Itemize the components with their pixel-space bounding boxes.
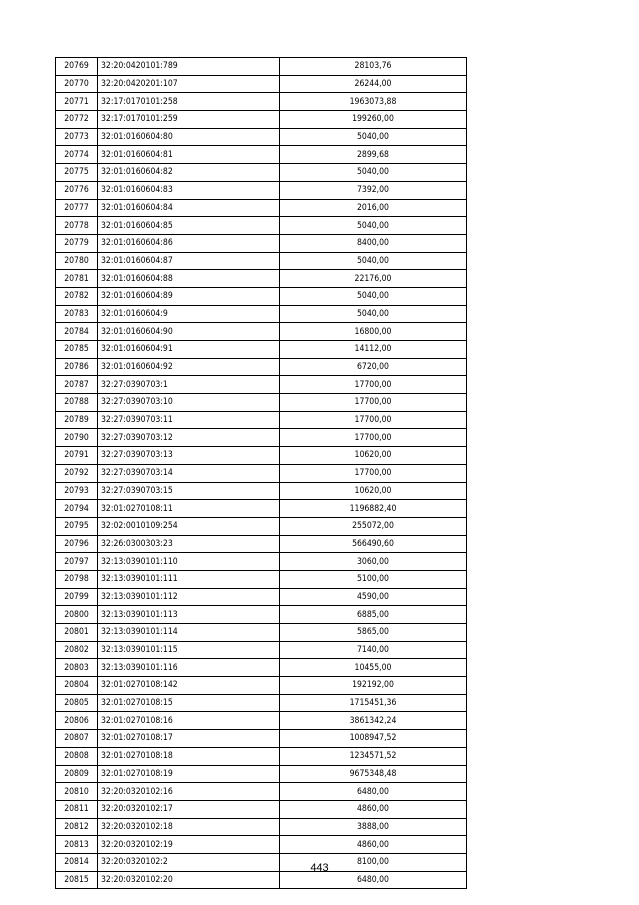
row-id-cell: 20788 (56, 394, 98, 412)
cadastral-number-cell: 32:27:0390703:1 (98, 376, 280, 394)
row-id-cell: 20800 (56, 606, 98, 624)
cadastral-number-cell: 32:17:0170101:258 (98, 93, 280, 111)
row-id-cell: 20778 (56, 217, 98, 235)
row-id-cell: 20770 (56, 75, 98, 93)
value-cell: 6885,00 (280, 606, 467, 624)
row-id-cell: 20798 (56, 570, 98, 588)
row-id-cell: 20781 (56, 270, 98, 288)
value-cell: 17700,00 (280, 429, 467, 447)
row-id-cell: 20771 (56, 93, 98, 111)
value-cell: 5040,00 (280, 128, 467, 146)
cadastral-number-cell: 32:01:0270108:16 (98, 712, 280, 730)
value-cell: 255072,00 (280, 517, 467, 535)
row-id-cell: 20773 (56, 128, 98, 146)
value-cell: 1196882,40 (280, 500, 467, 518)
table-row (56, 712, 467, 730)
cadastral-number-cell: 32:01:0270108:15 (98, 694, 280, 712)
table-row (56, 606, 467, 624)
table-row (56, 341, 467, 359)
table-row (56, 58, 467, 76)
cadastral-number-cell: 32:01:0270108:17 (98, 730, 280, 748)
table-row (56, 323, 467, 341)
row-id-cell: 20769 (56, 58, 98, 76)
page-number: 443 (310, 862, 329, 874)
cadastral-number-cell: 32:01:0160604:92 (98, 358, 280, 376)
value-cell: 8400,00 (280, 234, 467, 252)
value-cell: 5040,00 (280, 217, 467, 235)
row-id-cell: 20791 (56, 447, 98, 465)
value-cell: 22176,00 (280, 270, 467, 288)
cadastral-number-cell: 32:20:0320102:18 (98, 818, 280, 836)
table-row (56, 570, 467, 588)
row-id-cell: 20782 (56, 287, 98, 305)
cadastral-number-cell: 32:27:0390703:15 (98, 482, 280, 500)
value-cell: 1963073,88 (280, 93, 467, 111)
row-id-cell: 20804 (56, 677, 98, 695)
cadastral-number-cell: 32:01:0160604:9 (98, 305, 280, 323)
cadastral-number-cell: 32:01:0270108:11 (98, 500, 280, 518)
table-body (56, 58, 467, 889)
value-cell: 17700,00 (280, 464, 467, 482)
cadastral-number-cell: 32:13:0390101:112 (98, 588, 280, 606)
table-row (56, 659, 467, 677)
value-cell: 5040,00 (280, 164, 467, 182)
cadastral-number-cell: 32:02:0010109:254 (98, 517, 280, 535)
cadastral-number-cell: 32:01:0160604:82 (98, 164, 280, 182)
row-id-cell: 20797 (56, 553, 98, 571)
cadastral-value-table (55, 57, 467, 889)
table-row (56, 270, 467, 288)
cadastral-number-cell: 32:13:0390101:114 (98, 624, 280, 642)
cadastral-number-cell: 32:13:0390101:113 (98, 606, 280, 624)
row-id-cell: 20810 (56, 783, 98, 801)
row-id-cell: 20792 (56, 464, 98, 482)
table-row (56, 146, 467, 164)
table-row (56, 783, 467, 801)
value-cell: 192192,00 (280, 677, 467, 695)
table-row (56, 358, 467, 376)
value-cell: 14112,00 (280, 341, 467, 359)
table-row (56, 429, 467, 447)
table-row (56, 252, 467, 270)
cadastral-number-cell: 32:26:0300303:23 (98, 535, 280, 553)
cadastral-number-cell: 32:20:0320102:17 (98, 800, 280, 818)
table-row (56, 694, 467, 712)
value-cell: 566490,60 (280, 535, 467, 553)
value-cell: 8100,00 (280, 853, 467, 871)
row-id-cell: 20789 (56, 411, 98, 429)
row-id-cell: 20783 (56, 305, 98, 323)
row-id-cell: 20811 (56, 800, 98, 818)
row-id-cell: 20772 (56, 111, 98, 129)
cadastral-number-cell: 32:01:0160604:85 (98, 217, 280, 235)
cadastral-number-cell: 32:01:0160604:81 (98, 146, 280, 164)
table-row (56, 111, 467, 129)
row-id-cell: 20806 (56, 712, 98, 730)
row-id-cell: 20808 (56, 747, 98, 765)
row-id-cell: 20794 (56, 500, 98, 518)
value-cell: 6480,00 (280, 783, 467, 801)
row-id-cell: 20776 (56, 181, 98, 199)
row-id-cell: 20805 (56, 694, 98, 712)
value-cell: 10620,00 (280, 482, 467, 500)
cadastral-number-cell: 32:13:0390101:115 (98, 641, 280, 659)
cadastral-number-cell: 32:01:0160604:90 (98, 323, 280, 341)
row-id-cell: 20787 (56, 376, 98, 394)
table-row (56, 164, 467, 182)
value-cell: 5040,00 (280, 287, 467, 305)
row-id-cell: 20779 (56, 234, 98, 252)
table-row (56, 128, 467, 146)
row-id-cell: 20799 (56, 588, 98, 606)
value-cell: 9675348,48 (280, 765, 467, 783)
cadastral-number-cell: 32:20:0320102:20 (98, 871, 280, 889)
value-cell: 3861342,24 (280, 712, 467, 730)
row-id-cell: 20815 (56, 871, 98, 889)
cadastral-number-cell: 32:20:0320102:19 (98, 836, 280, 854)
table-row (56, 535, 467, 553)
value-cell: 5040,00 (280, 305, 467, 323)
cadastral-number-cell: 32:20:0420101:789 (98, 58, 280, 76)
row-id-cell: 20775 (56, 164, 98, 182)
value-cell: 7140,00 (280, 641, 467, 659)
value-cell: 17700,00 (280, 394, 467, 412)
value-cell: 16800,00 (280, 323, 467, 341)
cadastral-number-cell: 32:01:0160604:86 (98, 234, 280, 252)
cadastral-number-cell: 32:17:0170101:259 (98, 111, 280, 129)
cadastral-number-cell: 32:27:0390703:10 (98, 394, 280, 412)
cadastral-number-cell: 32:27:0390703:11 (98, 411, 280, 429)
value-cell: 2016,00 (280, 199, 467, 217)
cadastral-number-cell: 32:27:0390703:14 (98, 464, 280, 482)
table-row (56, 836, 467, 854)
cadastral-number-cell: 32:01:0160604:84 (98, 199, 280, 217)
value-cell: 4860,00 (280, 800, 467, 818)
value-cell: 28103,76 (280, 58, 467, 76)
row-id-cell: 20795 (56, 517, 98, 535)
table-row (56, 75, 467, 93)
value-cell: 7392,00 (280, 181, 467, 199)
table-row (56, 234, 467, 252)
cadastral-number-cell: 32:01:0270108:18 (98, 747, 280, 765)
row-id-cell: 20796 (56, 535, 98, 553)
row-id-cell: 20813 (56, 836, 98, 854)
value-cell: 10455,00 (280, 659, 467, 677)
value-cell: 4860,00 (280, 836, 467, 854)
value-cell: 17700,00 (280, 411, 467, 429)
cadastral-number-cell: 32:01:0160604:91 (98, 341, 280, 359)
value-cell: 5100,00 (280, 570, 467, 588)
row-id-cell: 20786 (56, 358, 98, 376)
table-row (56, 482, 467, 500)
table-row (56, 677, 467, 695)
row-id-cell: 20809 (56, 765, 98, 783)
table-row (56, 641, 467, 659)
value-cell: 2899,68 (280, 146, 467, 164)
row-id-cell: 20790 (56, 429, 98, 447)
cadastral-number-cell: 32:13:0390101:110 (98, 553, 280, 571)
row-id-cell: 20801 (56, 624, 98, 642)
row-id-cell: 20793 (56, 482, 98, 500)
value-cell: 3060,00 (280, 553, 467, 571)
table-row (56, 730, 467, 748)
cadastral-number-cell: 32:13:0390101:111 (98, 570, 280, 588)
cadastral-number-cell: 32:01:0160604:87 (98, 252, 280, 270)
cadastral-number-cell: 32:20:0320102:16 (98, 783, 280, 801)
cadastral-number-cell: 32:01:0160604:80 (98, 128, 280, 146)
table-row (56, 553, 467, 571)
cadastral-number-cell: 32:01:0160604:88 (98, 270, 280, 288)
table-row (56, 517, 467, 535)
row-id-cell: 20784 (56, 323, 98, 341)
table-row (56, 411, 467, 429)
value-cell: 5865,00 (280, 624, 467, 642)
cadastral-number-cell: 32:20:0420201:107 (98, 75, 280, 93)
table-row (56, 181, 467, 199)
row-id-cell: 20785 (56, 341, 98, 359)
table-row (56, 500, 467, 518)
value-cell: 1234571,52 (280, 747, 467, 765)
value-cell: 1008947,52 (280, 730, 467, 748)
table-row (56, 624, 467, 642)
row-id-cell: 20803 (56, 659, 98, 677)
table-row (56, 464, 467, 482)
value-cell: 3888,00 (280, 818, 467, 836)
value-cell: 10620,00 (280, 447, 467, 465)
cadastral-number-cell: 32:20:0320102:2 (98, 853, 280, 871)
value-cell: 4590,00 (280, 588, 467, 606)
table-row (56, 818, 467, 836)
table-row (56, 394, 467, 412)
row-id-cell: 20777 (56, 199, 98, 217)
table-row (56, 447, 467, 465)
row-id-cell: 20780 (56, 252, 98, 270)
cadastral-number-cell: 32:27:0390703:12 (98, 429, 280, 447)
table-row (56, 287, 467, 305)
table-row (56, 305, 467, 323)
table-row (56, 800, 467, 818)
row-id-cell: 20812 (56, 818, 98, 836)
table-row (56, 217, 467, 235)
cadastral-number-cell: 32:27:0390703:13 (98, 447, 280, 465)
value-cell: 199260,00 (280, 111, 467, 129)
row-id-cell: 20814 (56, 853, 98, 871)
table-row (56, 199, 467, 217)
value-cell: 26244,00 (280, 75, 467, 93)
row-id-cell: 20807 (56, 730, 98, 748)
cadastral-number-cell: 32:01:0270108:142 (98, 677, 280, 695)
cadastral-number-cell: 32:01:0270108:19 (98, 765, 280, 783)
value-cell: 1715451,36 (280, 694, 467, 712)
table-row (56, 765, 467, 783)
table-row (56, 376, 467, 394)
table-row (56, 93, 467, 111)
value-cell: 5040,00 (280, 252, 467, 270)
cadastral-number-cell: 32:01:0160604:89 (98, 287, 280, 305)
row-id-cell: 20774 (56, 146, 98, 164)
cadastral-number-cell: 32:13:0390101:116 (98, 659, 280, 677)
table-row (56, 747, 467, 765)
row-id-cell: 20802 (56, 641, 98, 659)
value-cell: 6480,00 (280, 871, 467, 889)
cadastral-number-cell: 32:01:0160604:83 (98, 181, 280, 199)
table-row (56, 588, 467, 606)
value-cell: 6720,00 (280, 358, 467, 376)
value-cell: 17700,00 (280, 376, 467, 394)
